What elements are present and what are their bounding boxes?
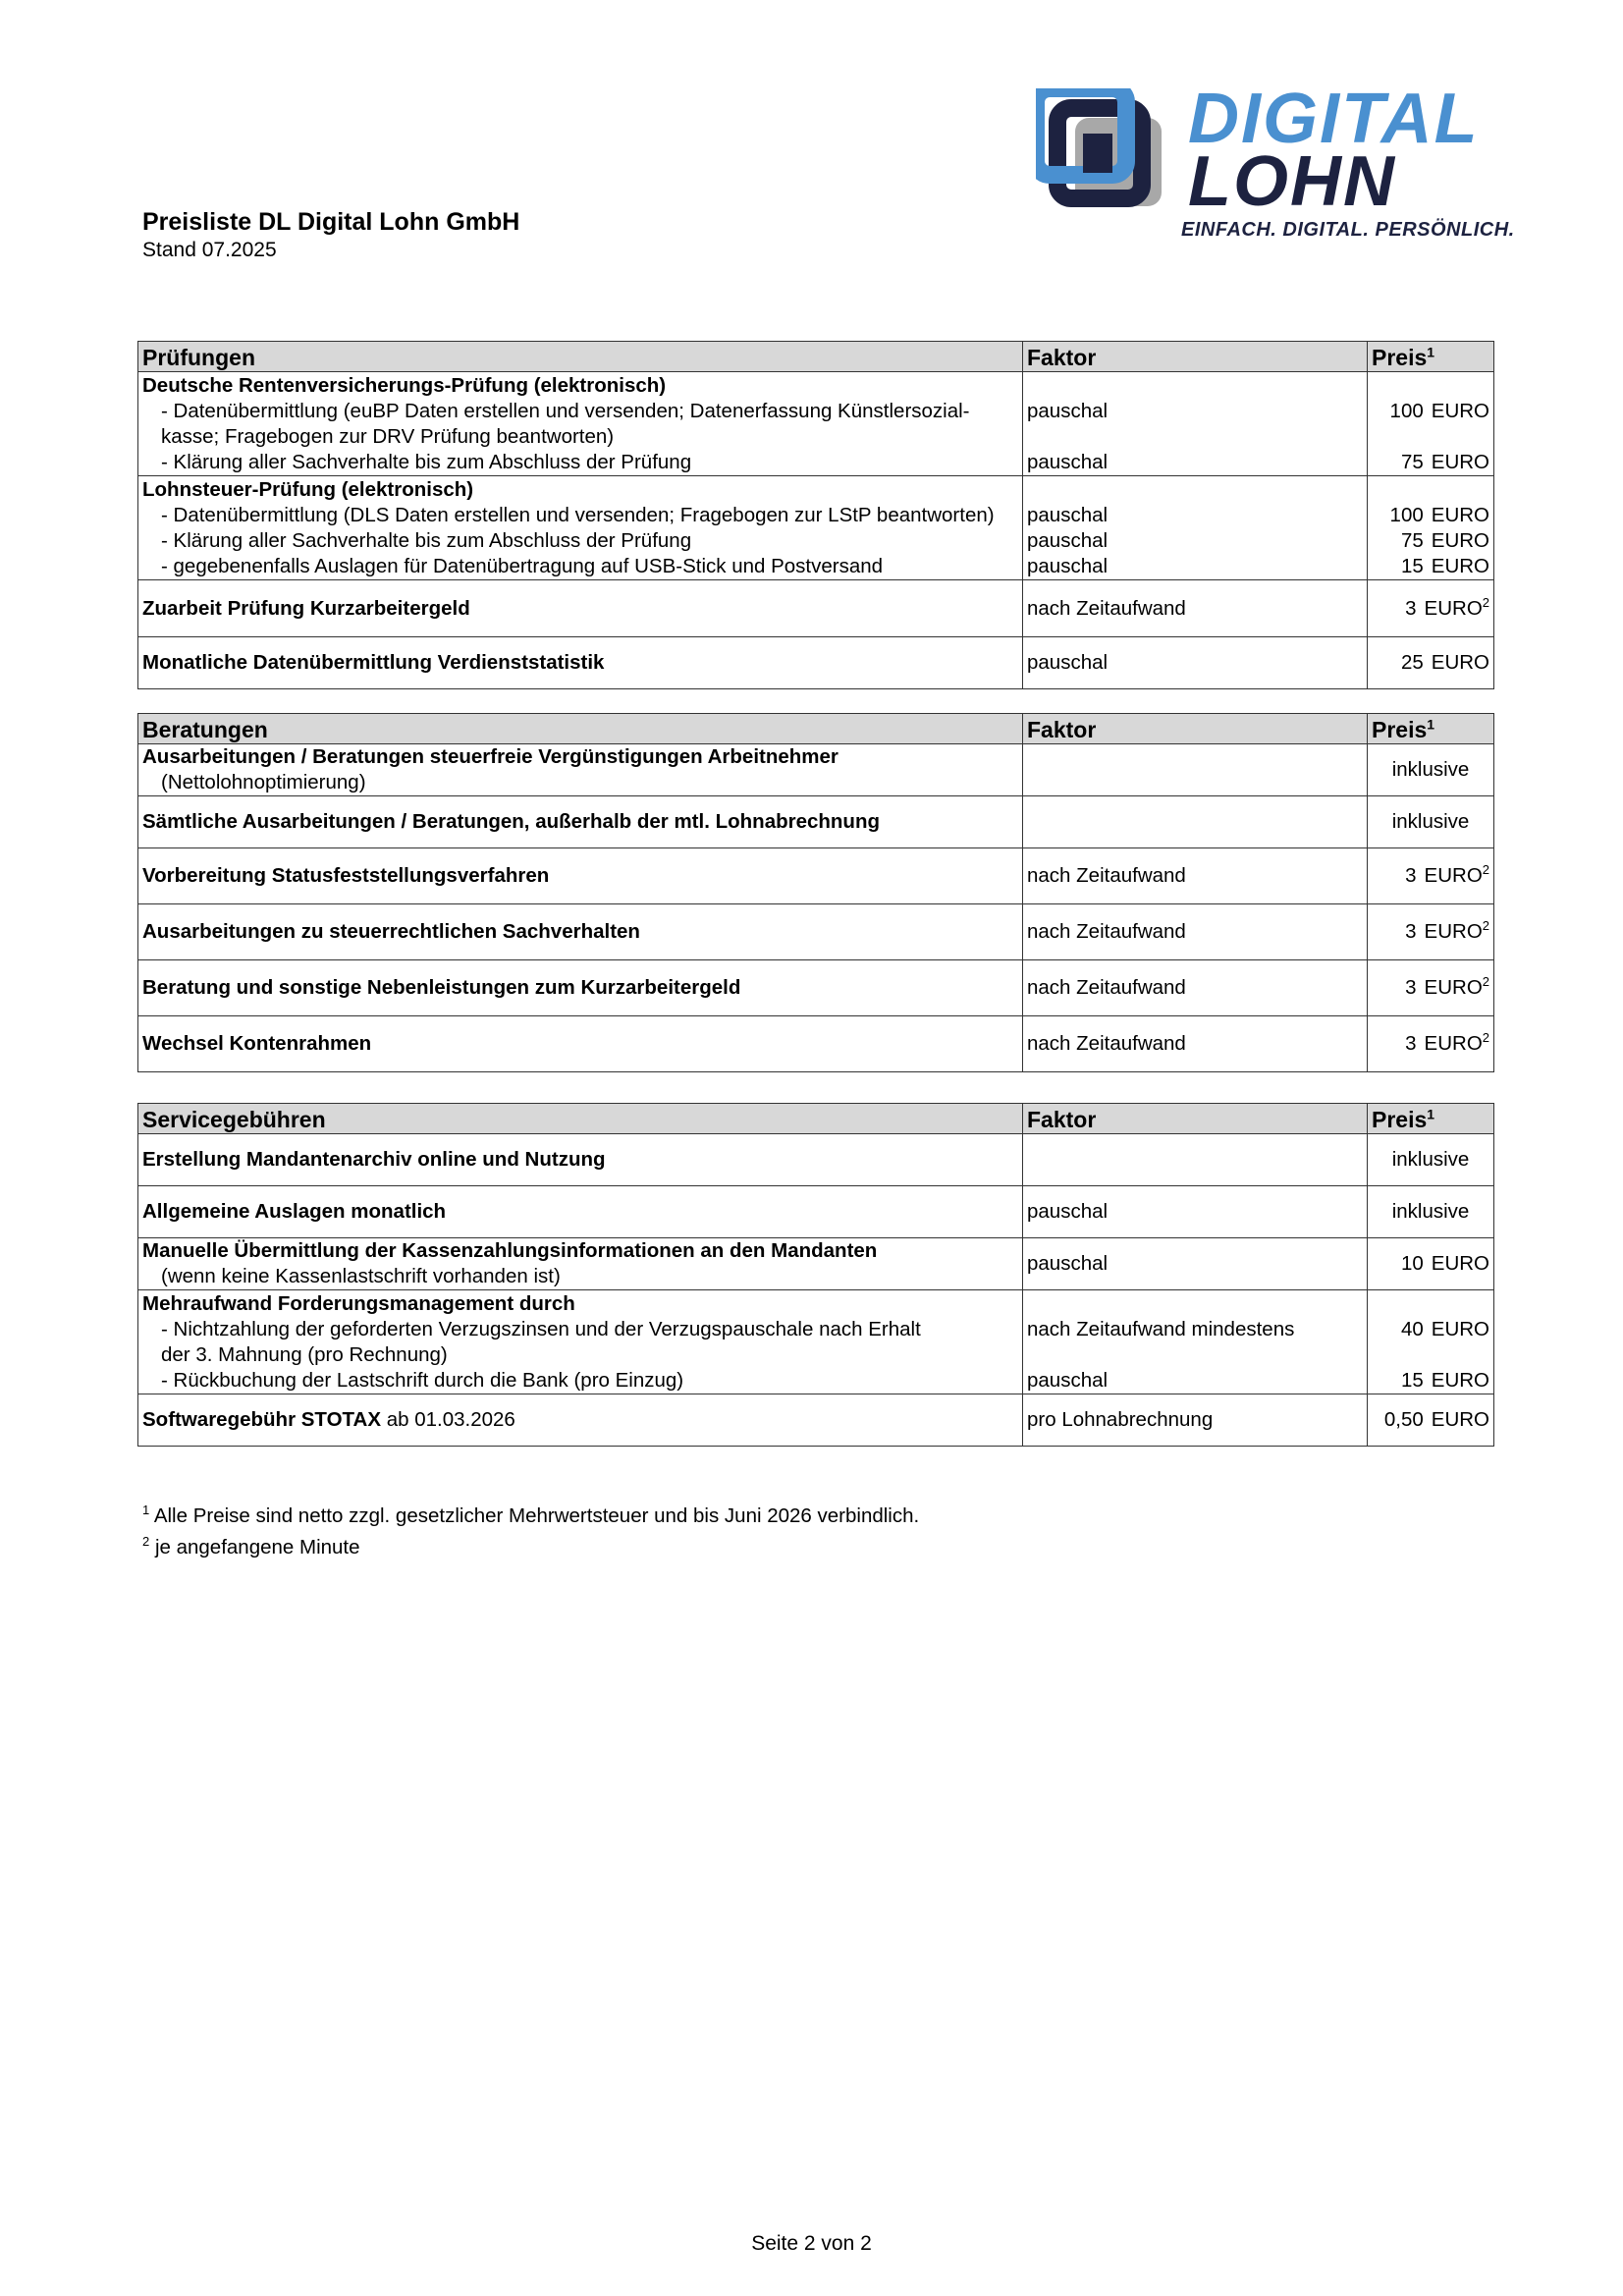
footnote-2: $^2$ je angefangene Minute — [142, 1534, 360, 1558]
row-faktor — [1023, 1134, 1368, 1186]
header-faktor: Faktor — [1023, 714, 1368, 744]
table-row — [138, 372, 1494, 476]
row-preis: 3 EURO$^2$ — [1368, 904, 1494, 960]
page-number: Seite 2 von 2 — [751, 2232, 872, 2255]
table-servicegebuehren — [137, 1103, 1494, 1447]
row-title: Sämtliche Ausarbeitungen / Beratungen, außerhalb der mtl. Lohnabrechnung — [138, 796, 1023, 848]
row-preis: 3 EURO$^2$ — [1368, 580, 1494, 637]
table-pruefungen — [137, 341, 1494, 689]
row-item: (Nettolohnoptimierung) — [161, 771, 366, 793]
row-faktor: pauschal — [1023, 637, 1368, 689]
table-row — [138, 1016, 1494, 1072]
row-item: - Rückbuchung der Lastschrift durch die Bank (pro Einzug) — [161, 1369, 684, 1392]
row-faktor: nach Zeitaufwand — [1023, 1016, 1368, 1072]
row-preis: 3 EURO$^2$ — [1368, 848, 1494, 904]
row-faktor: nach Zeitaufwand — [1023, 960, 1368, 1016]
row-item: - Nichtzahlung der geforderten Verzugszinsen und der Verzugspauschale nach Erhalt — [161, 1318, 921, 1340]
header-category: Prüfungen — [138, 342, 1023, 372]
table-row — [138, 1186, 1494, 1238]
row-preis: 15 EURO — [1400, 555, 1489, 577]
row-item-cont: der 3. Mahnung (pro Rechnung) — [161, 1343, 448, 1366]
row-title: Lohnsteuer-Prüfung (elektronisch) — [142, 478, 474, 501]
row-faktor: pauschal — [1027, 451, 1109, 473]
row-item: - Klärung aller Sachverhalte bis zum Abschluss der Prüfung — [161, 451, 692, 473]
logo-tagline: EINFACH. DIGITAL. PERSÖNLICH. — [1181, 219, 1515, 241]
row-title: Ausarbeitungen zu steuerrechtlichen Sachverhalten — [138, 904, 1023, 960]
row-title: Erstellung Mandantenarchiv online und Nutzung — [138, 1134, 1023, 1186]
row-item: - gegebenenfalls Auslagen für Datenübertragung auf USB-Stick und Postversand — [161, 555, 884, 577]
row-title: Mehraufwand Forderungsmanagement durch — [142, 1292, 575, 1315]
row-preis: 10 EURO — [1368, 1238, 1494, 1290]
table-row — [138, 580, 1494, 637]
table-header — [138, 714, 1494, 744]
row-title: Wechsel Kontenrahmen — [138, 1016, 1023, 1072]
document-date: Stand 07.2025 — [142, 239, 277, 261]
row-preis: 25 EURO — [1368, 637, 1494, 689]
logo-word-lohn: LOHN — [1188, 142, 1396, 221]
row-title: Monatliche Datenübermittlung Verdienststatistik — [138, 637, 1023, 689]
row-title: Manuelle Übermittlung der Kassenzahlungsinformationen an den Mandanten — [142, 1239, 878, 1262]
table-row — [138, 960, 1494, 1016]
row-faktor: pauschal — [1027, 400, 1109, 422]
table-row — [138, 1290, 1494, 1394]
table-row — [138, 904, 1494, 960]
row-title: Allgemeine Auslagen monatlich — [138, 1186, 1023, 1238]
table-header — [138, 1104, 1494, 1134]
row-preis: 75 EURO — [1400, 451, 1489, 473]
logo-word-digital: DIGITAL — [1188, 80, 1480, 158]
row-preis: 3 EURO$^2$ — [1368, 1016, 1494, 1072]
row-faktor: pauschal — [1027, 1369, 1109, 1392]
row-item-cont: kasse; Fragebogen zur DRV Prüfung beantworten) — [161, 425, 615, 448]
header-preis: Preis$^1$ — [1368, 342, 1494, 372]
row-title: Vorbereitung Statusfeststellungsverfahren — [138, 848, 1023, 904]
row-preis: 0,50 EURO — [1368, 1394, 1494, 1447]
row-preis: inklusive — [1368, 796, 1494, 848]
header-preis: Preis$^1$ — [1368, 1104, 1494, 1134]
row-faktor: nach Zeitaufwand — [1023, 848, 1368, 904]
row-faktor: nach Zeitaufwand — [1023, 904, 1368, 960]
header-category: Beratungen — [138, 714, 1023, 744]
row-preis: 40 EURO — [1400, 1318, 1489, 1340]
row-preis: 15 EURO — [1400, 1369, 1489, 1392]
row-faktor: pauschal — [1027, 555, 1109, 577]
row-item: (wenn keine Kassenlastschrift vorhanden ist) — [161, 1265, 561, 1287]
row-title: Beratung und sonstige Nebenleistungen zum Kurzarbeitergeld — [138, 960, 1023, 1016]
header-preis: Preis$^1$ — [1368, 714, 1494, 744]
row-item: - Datenübermittlung (DLS Daten erstellen und versenden; Fragebogen zur LStP beantworten) — [161, 504, 995, 526]
row-title: Ausarbeitungen / Beratungen steuerfreie Vergünstigungen Arbeitnehmer — [142, 745, 839, 768]
table-row — [138, 848, 1494, 904]
header-category: Servicegebühren — [138, 1104, 1023, 1134]
table-row — [138, 476, 1494, 580]
row-faktor: pauschal — [1027, 504, 1109, 526]
header-faktor: Faktor — [1023, 342, 1368, 372]
row-preis: inklusive — [1368, 744, 1494, 796]
table-row — [138, 1394, 1494, 1447]
row-preis: 100 EURO — [1389, 400, 1489, 422]
row-preis: inklusive — [1368, 1186, 1494, 1238]
table-header — [138, 342, 1494, 372]
table-row — [138, 744, 1494, 796]
logo-mark-icon — [1036, 88, 1169, 214]
row-preis: 100 EURO — [1389, 504, 1489, 526]
header-faktor: Faktor — [1023, 1104, 1368, 1134]
footnotes — [142, 1501, 919, 1563]
row-title: Softwaregebühr STOTAX ab 01.03.2026 — [138, 1394, 1023, 1447]
table-row — [138, 796, 1494, 848]
footnote-1: $^1$ Alle Preise sind netto zzgl. gesetzlicher Mehrwertsteuer und bis Juni 2026 verbindlich. — [142, 1503, 920, 1527]
row-preis: inklusive — [1368, 1134, 1494, 1186]
row-faktor: pro Lohnabrechnung — [1023, 1394, 1368, 1447]
row-faktor — [1023, 744, 1368, 796]
table-row — [138, 1238, 1494, 1290]
row-faktor: pauschal — [1023, 1238, 1368, 1290]
row-faktor: nach Zeitaufwand mindestens — [1027, 1318, 1295, 1340]
row-faktor — [1023, 796, 1368, 848]
document-title: Preisliste DL Digital Lohn GmbH — [142, 208, 520, 236]
row-title: Deutsche Rentenversicherungs-Prüfung (elektronisch) — [142, 374, 667, 397]
row-faktor: nach Zeitaufwand — [1023, 580, 1368, 637]
table-row — [138, 1134, 1494, 1186]
row-item: - Datenübermittlung (euBP Daten erstellen und versenden; Datenerfassung Künstlersozial- — [161, 400, 970, 422]
row-faktor: pauschal — [1027, 529, 1109, 552]
row-faktor: pauschal — [1023, 1186, 1368, 1238]
row-item: - Klärung aller Sachverhalte bis zum Abschluss der Prüfung — [161, 529, 692, 552]
row-title: Zuarbeit Prüfung Kurzarbeitergeld — [138, 580, 1023, 637]
row-preis: 75 EURO — [1400, 529, 1489, 552]
row-preis: 3 EURO$^2$ — [1368, 960, 1494, 1016]
table-row — [138, 637, 1494, 689]
company-logo — [1036, 80, 1515, 247]
table-beratungen — [137, 713, 1494, 1072]
